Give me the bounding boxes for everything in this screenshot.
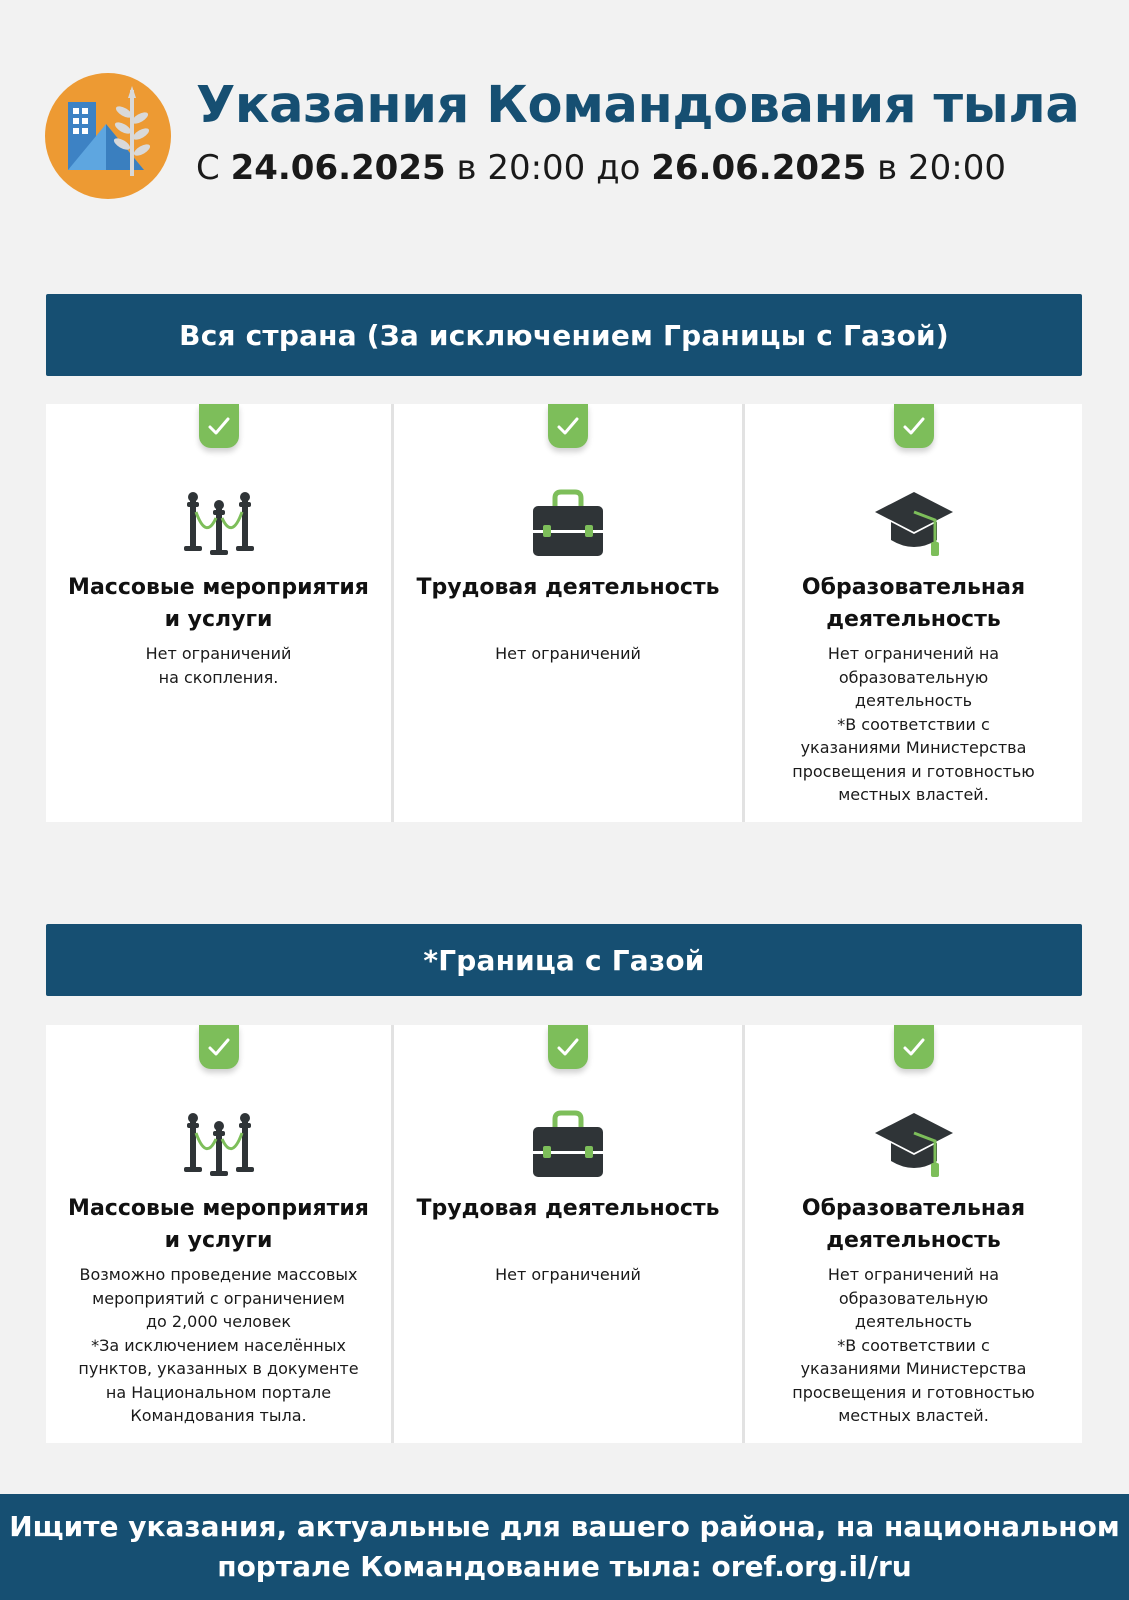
card-educational-activity [742, 404, 1082, 822]
section-heading-whole-country: Вся страна (За исключением Границы с Газой) [46, 294, 1082, 376]
card-labor-activity [391, 1025, 742, 1443]
card-title: Трудовая деятельность [416, 575, 720, 600]
footer-banner [0, 1494, 1129, 1600]
card-title: Массовые мероприятия и услуги [68, 1196, 369, 1253]
briefcase-icon [523, 1109, 613, 1185]
card-mass-events [46, 404, 391, 822]
card-text: Нет ограничений [495, 1265, 641, 1284]
graduation-cap-icon [869, 1109, 959, 1185]
check-icon [548, 404, 588, 448]
start-date: 24.06.2025 [230, 148, 446, 188]
card-title: Трудовая деятельность [416, 1196, 720, 1221]
card-text: Возможно проведение массовых мероприятий с ограничением до 2,000 человек *За исключением населённых пунктов, указанных в документе на Национальном портале Командования тыла. [78, 1265, 359, 1425]
stanchion-rope-icon [174, 1109, 264, 1185]
start-time: в 20:00 [456, 148, 586, 188]
card-text: Нет ограничений на образовательную деятельность *В соответствии с указаниями Министерства просвещения и готовностью местных властей. [792, 1265, 1035, 1425]
validity-period [196, 146, 1006, 190]
card-title: Образовательная деятельность [801, 1196, 1026, 1253]
home-front-command-logo [44, 72, 172, 200]
card-text: Нет ограничений на скопления. [145, 644, 292, 687]
check-icon [894, 1025, 934, 1069]
end-time: в 20:00 [877, 148, 1006, 188]
card-title: Образовательная деятельность [801, 575, 1026, 632]
section-cards-whole-country [46, 404, 1082, 822]
dates-middle: до [596, 148, 641, 188]
card-text: Нет ограничений [495, 644, 641, 663]
page-title: Указания Командования тыла [196, 76, 1080, 135]
card-text: Нет ограничений на образовательную деятельность *В соответствии с указаниями Министерства просвещения и готовностью местных властей. [792, 644, 1035, 804]
section-cards-gaza-border [46, 1025, 1082, 1443]
end-date: 26.06.2025 [651, 148, 867, 188]
stanchion-rope-icon [174, 488, 264, 564]
card-labor-activity [391, 404, 742, 822]
footer-text: Ищите указания, актуальные для вашего района, на национальном портале Командование тыла: oref.org.il/ru [9, 1510, 1120, 1583]
graduation-cap-icon [869, 488, 959, 564]
section-heading-gaza-border: *Граница с Газой [46, 924, 1082, 996]
briefcase-icon [523, 488, 613, 564]
check-icon [199, 1025, 239, 1069]
check-icon [894, 404, 934, 448]
card-title: Массовые мероприятия и услуги [68, 575, 369, 632]
check-icon [199, 404, 239, 448]
card-educational-activity [742, 1025, 1082, 1443]
check-icon [548, 1025, 588, 1069]
card-mass-events [46, 1025, 391, 1443]
header [44, 72, 1104, 202]
dates-prefix: С [196, 148, 220, 188]
